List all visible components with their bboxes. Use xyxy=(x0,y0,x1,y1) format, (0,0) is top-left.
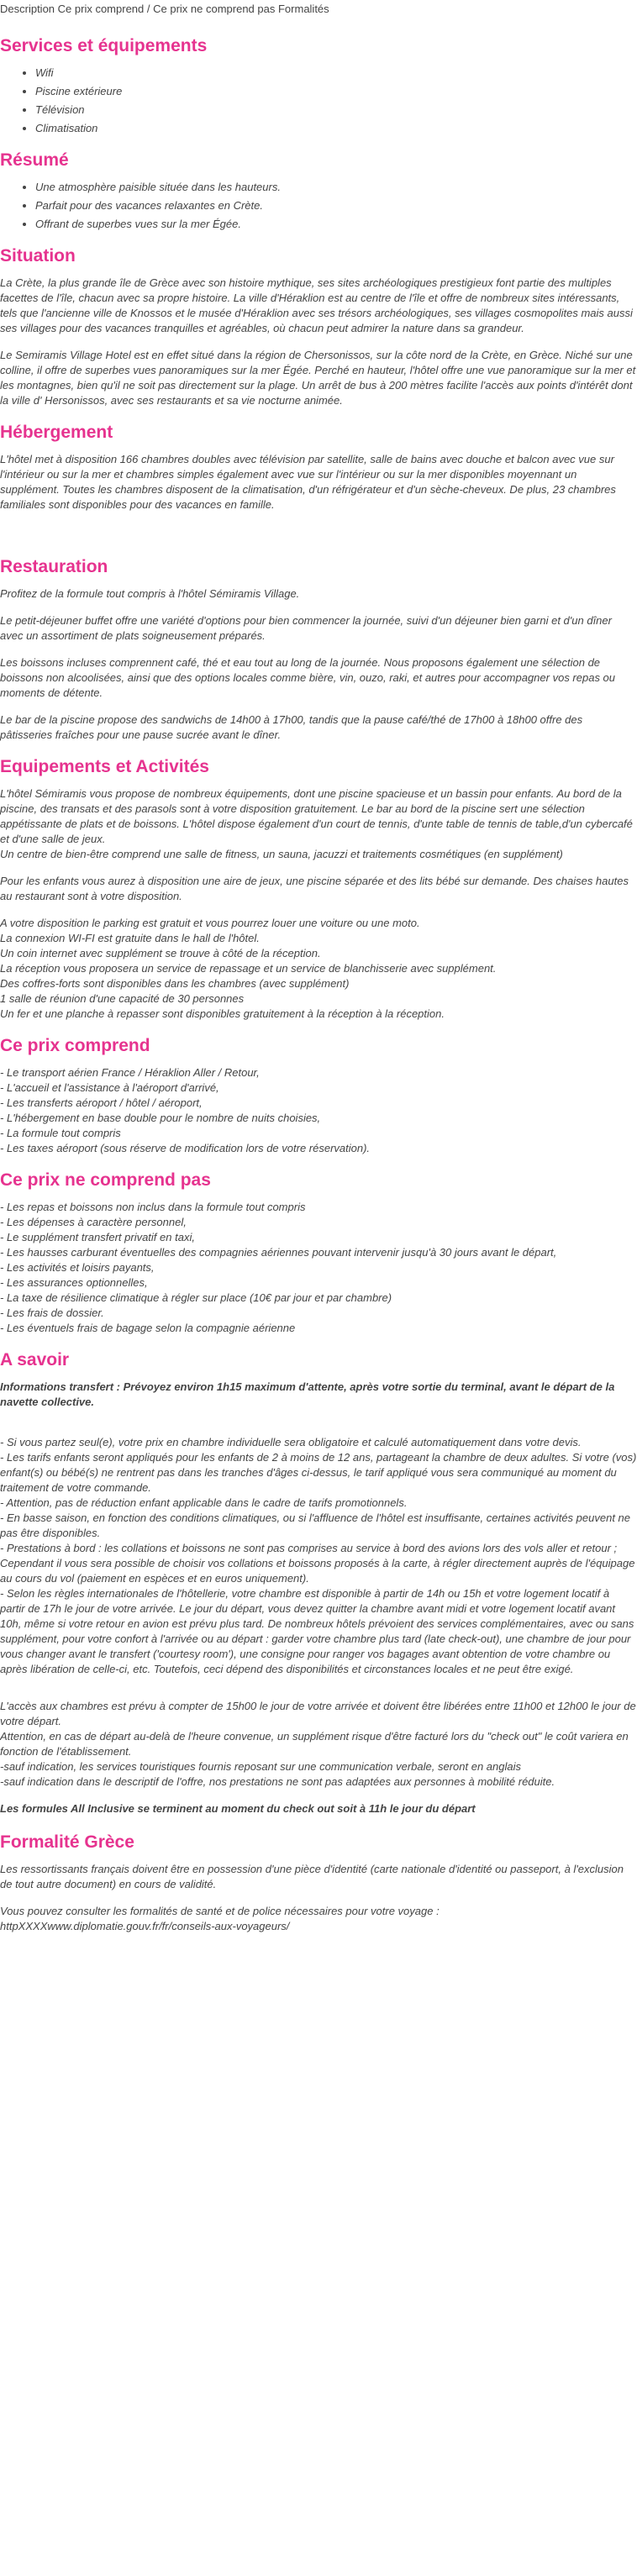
formalite-paragraph: Les ressortissants français doivent être en possession d'une pièce d'identité (carte nationale d'identité ou passeport, à l'exclusion de tout autre document) en cours de validité. xyxy=(0,1863,624,1890)
comprend-title: Ce prix comprend xyxy=(0,1036,150,1055)
formalite-paragraph: Vous pouvez consulter les formalités de santé et de police nécessaires pour votre voyage : httpXXXXwww.diplomatie.gouv.fr/fr/conseils-aux-voyageurs/ xyxy=(0,1905,440,1932)
list-item: • Une atmosphère paisible située dans les hauteurs. xyxy=(35,180,637,195)
restauration-paragraph: Le bar de la piscine propose des sandwichs de 14h00 à 17h00, tandis que la pause café/thé de 17h00 à 18h00 offre des pâtisseries fraîches pour une pause sucrée avant le dîner. xyxy=(0,713,583,741)
tab-label: Ce prix ne comprend pas xyxy=(153,3,276,15)
text-line: - Les hausses carburant éventuelles des compagnies aériennes pouvant intervenir jusqu'à 30 jours avant le départ, xyxy=(0,1246,557,1259)
text-line: -sauf indication dans le descriptif de l'offre, nos prestations ne sont pas adaptées aux personnes à mobilité réduite. xyxy=(0,1775,555,1788)
text-line: Un coin internet avec supplément se trouve à côté de la réception. xyxy=(0,947,321,959)
a-savoir-lines xyxy=(0,1435,637,1677)
text-line: L'accès aux chambres est prévu à compter de 15h00 le jour de votre arrivée et doivent être libérées entre 11h00 et 12h00 le jour de votre départ. xyxy=(0,1700,636,1727)
text-line: Un fer et une planche à repasser sont disponibles gratuitement à la réception à la réception. xyxy=(0,1007,445,1020)
equipements-title: Equipements et Activités xyxy=(0,757,209,776)
text-line: - Selon les règles internationales de l'hôtellerie, votre chambre est disponible à partir de 14h ou 15h et votre logement locatif à partir de 17h le jour de votre arrivée. Le jour du départ, vous devez quitter la chambre avant midi et votre logement locatif avant 10h, même si votre retour en avion est prévu plus tard. De nombreux hôtels prévoient des services complémentaires, avec ou sans supplément, pour votre confort à l'arrivée ou au départ : garder votre chambre plus tard (late check-out), une chambre de jour pour vous changer avant le transfert ('courtesy room'), une consigne pour ranger vos bagages avant obtention de votre chambre ou après libération de celle-ci, etc. Toutefois, ceci dépend des disponibilités et circonstances locales et ne peut être exigé. xyxy=(0,1587,634,1675)
tab-ce-prix-ne-comprend-pas[interactable] xyxy=(153,3,275,15)
list-item: • Wifi xyxy=(35,66,637,81)
restauration-title: Restauration xyxy=(0,557,108,576)
text-line: Attention, en cas de départ au-delà de l'heure convenue, un supplément risque d'être facturé lors du "check out" le coût variera en fonction de l'établissement. xyxy=(0,1730,629,1758)
list-item: • Piscine extérieure xyxy=(35,84,637,99)
list-item: • Offrant de superbes vues sur la mer Égée. xyxy=(35,217,637,232)
text-line: 1 salle de réunion d'une capacité de 30 personnes xyxy=(0,992,245,1005)
text-line: - Les frais de dossier. xyxy=(0,1306,104,1319)
hebergement-title: Hébergement xyxy=(0,423,113,442)
text-line: - Les repas et boissons non inclus dans la formule tout compris xyxy=(0,1201,306,1213)
text-line: - La formule tout compris xyxy=(0,1127,121,1139)
list-item: • Parfait pour des vacances relaxantes en Crète. xyxy=(35,198,637,213)
text-line: Des coffres-forts sont disponibles dans les chambres (avec supplément) xyxy=(0,977,350,990)
text-line: La connexion WI-FI est gratuite dans le hall de l'hôtel. xyxy=(0,932,260,944)
text-line: - Les tarifs enfants seront appliqués pour les enfants de 2 à moins de 12 ans, partageant la chambre de deux adultes. Si votre (vos) enfant(s) ou bébé(s) ne rentrent pas dans les tranches d'âges ci-dessus, le tarif appliqué vous sera communiqué au moment du traitement de votre commande. xyxy=(0,1451,637,1494)
text-line: - Les activités et loisirs payants, xyxy=(0,1261,155,1274)
text-line: - Les dépenses à caractère personnel, xyxy=(0,1216,187,1228)
text-line: - La taxe de résilience climatique à régler sur place (10€ par jour et par chambre) xyxy=(0,1291,392,1304)
tab-separator: / xyxy=(144,3,154,15)
text-line: - Les éventuels frais de bagage selon la compagnie aérienne xyxy=(0,1322,296,1334)
text-line: - Attention, pas de réduction enfant applicable dans le cadre de tarifs promotionnels. xyxy=(0,1496,408,1509)
text-line: A votre disposition le parking est gratuit et vous pourrez louer une voiture ou une moto. xyxy=(0,917,420,929)
text-line: - Le supplément transfert privatif en taxi, xyxy=(0,1231,195,1243)
services-list xyxy=(0,66,637,136)
text-line: - L'hébergement en base double pour le nombre de nuits choisies, xyxy=(0,1112,321,1124)
hebergement-paragraph: L'hôtel met à disposition 166 chambres doubles avec télévision par satellite, salle de bains avec douche et balcon avec vue sur l'intérieur ou sur la mer et chambres simples également avec vue sur l'intérieur ou sur la mer disponibles moyennant un supplément. Toutes les chambres disposent de la climatisation, d'un réfrigérateur et d'un sèche-cheveux. De plus, 23 chambres familiales sont disponibles pour des vacances en famille. xyxy=(0,453,616,511)
all-inclusive-note: Les formules All Inclusive se terminent au moment du check out soit à 11h le jour du départ xyxy=(0,1802,476,1815)
text-line: - En basse saison, en fonction des conditions climatiques, ou si l'affluence de l'hôtel est insuffisante, certaines activités peuvent ne pas être disponibles. xyxy=(0,1511,631,1539)
tab-bar xyxy=(0,0,637,22)
restauration-paragraph: Le petit-déjeuner buffet offre une variété d'options pour bien commencer la journée, suivi d'un déjeuner bien garni et d'un dîner avec un assortiment de plats soigneusement préparés. xyxy=(0,614,612,642)
situation-paragraph: Le Semiramis Village Hotel est en effet situé dans la région de Chersonissos, sur la côte nord de la Crète, en Grèce. Niché sur une colline, il offre de superbes vues panoramiques sur la mer Égée. Perché en hauteur, l'hôtel offre une vue panoramique sur la mer et les montagnes, bien qu'il ne soit pas directement sur la plage. Un arrêt de bus à 200 mètres facilite l'accès aux points d'intérêt dont la ville d' Hersonissos, avec ses restaurants et sa vie nocturne animée. xyxy=(0,349,636,407)
text-line: - Les assurances optionnelles, xyxy=(0,1276,148,1289)
text-line: - Le transport aérien France / Héraklion Aller / Retour, xyxy=(0,1066,260,1079)
a-savoir-title: A savoir xyxy=(0,1350,70,1369)
list-item: • Climatisation xyxy=(35,121,637,136)
tab-label: Ce prix comprend xyxy=(57,3,145,15)
tab-formalites[interactable]: Formalités xyxy=(277,3,329,15)
comprend-lines xyxy=(0,1065,637,1156)
equipements-paragraph: L'hôtel Sémiramis vous propose de nombreux équipements, dont une piscine spacieuse et un bassin pour enfants. Au bord de la piscine, des transats et des parasols sont à votre disposition gratuitement. Le bar au bord de la piscine sert une sélection appétissante de plats et de boissons. L'hôtel dispose également d'un court de tennis, d'unte table de tennis de table,d'un cybercafé et d'une salle de jeux. Un centre de bien-être comprend une salle de fitness, un sauna, jacuzzi et traitements cosmétiques (en supplément) xyxy=(0,787,633,860)
equipements-paragraph: Pour les enfants vous aurez à disposition une aire de jeux, une piscine séparée et des lits bébé sur demande. Des chaises hautes au restaurant sont à votre disposition. xyxy=(0,875,629,902)
resume-list xyxy=(0,180,637,232)
text-line: - Prestations à bord : les collations et boissons ne sont pas comprises au service à bord des avions lors des vols aller et retour ; Cependant il vous sera possible de choisir vos collations et boissons proposés à la carte, à régler directement auprès de l'équipage au cours du vol (paiement en espèces et en euros uniquement). xyxy=(0,1542,635,1585)
spacer xyxy=(0,524,637,543)
situation-paragraph: La Crète, la plus grande île de Grèce avec son histoire mythique, ses sites archéologiques prestigieux font partie des multiples facettes de l'île, chacun avec sa propre histoire. La ville d'Héraklion est au centre de l'île et offre de nombreux sites intéressants, tels que l'ancienne ville de Knossos et le musée d'Héraklion avec ses trésors archéologiques, ses villages cosmopolites mais aussi ses villages pour des vacances tranquilles et agréables, où chacun peut admirer la nature dans sa grandeur. xyxy=(0,276,633,334)
text-line: - Si vous partez seul(e), votre prix en chambre individuelle sera obligatoire et calculé automatiquement dans votre devis. xyxy=(0,1436,582,1448)
spacer xyxy=(0,1689,637,1699)
resume-title: Résumé xyxy=(0,150,69,170)
restauration-paragraph: Profitez de la formule tout compris à l'hôtel Sémiramis Village. xyxy=(0,587,300,600)
a-savoir-lines-2 xyxy=(0,1699,637,1790)
equipements-lines xyxy=(0,916,637,1022)
restauration-paragraph: Les boissons incluses comprennent café, thé et eau tout au long de la journée. Nous proposons également une sélection de boissons non alcoolisées, ainsi que des options locales comme bière, vin, ouzo, raki, et autres pour accompagner vos repas ou moments de détente. xyxy=(0,656,616,699)
text-line: La réception vous proposera un service de repassage et un service de blanchisserie avec supplément. xyxy=(0,962,497,975)
situation-title: Situation xyxy=(0,246,76,265)
transfer-note: Informations transfert : Prévoyez environ 1h15 maximum d'attente, après votre sortie du terminal, avant le départ de la navette collective. xyxy=(0,1380,615,1408)
tab-ce-prix-comprend[interactable] xyxy=(58,3,153,15)
list-item: • Télévision xyxy=(35,103,637,118)
services-title: Services et équipements xyxy=(0,36,208,55)
spacer xyxy=(0,1425,637,1435)
formalite-title: Formalité Grèce xyxy=(0,1832,134,1852)
text-line: -sauf indication, les services touristiques fournis reposant sur une communication verbale, seront en anglais xyxy=(0,1760,521,1773)
ne-comprend-pas-title: Ce prix ne comprend pas xyxy=(0,1170,211,1190)
text-line: - Les taxes aéroport (sous réserve de modification lors de votre réservation). xyxy=(0,1142,371,1154)
text-line: - L'accueil et l'assistance à l'aéroport d'arrivé, xyxy=(0,1081,219,1094)
text-line: - Les transferts aéroport / hôtel / aéroport, xyxy=(0,1096,203,1109)
tab-description[interactable]: Description xyxy=(0,3,55,15)
ne-comprend-pas-lines xyxy=(0,1200,637,1336)
